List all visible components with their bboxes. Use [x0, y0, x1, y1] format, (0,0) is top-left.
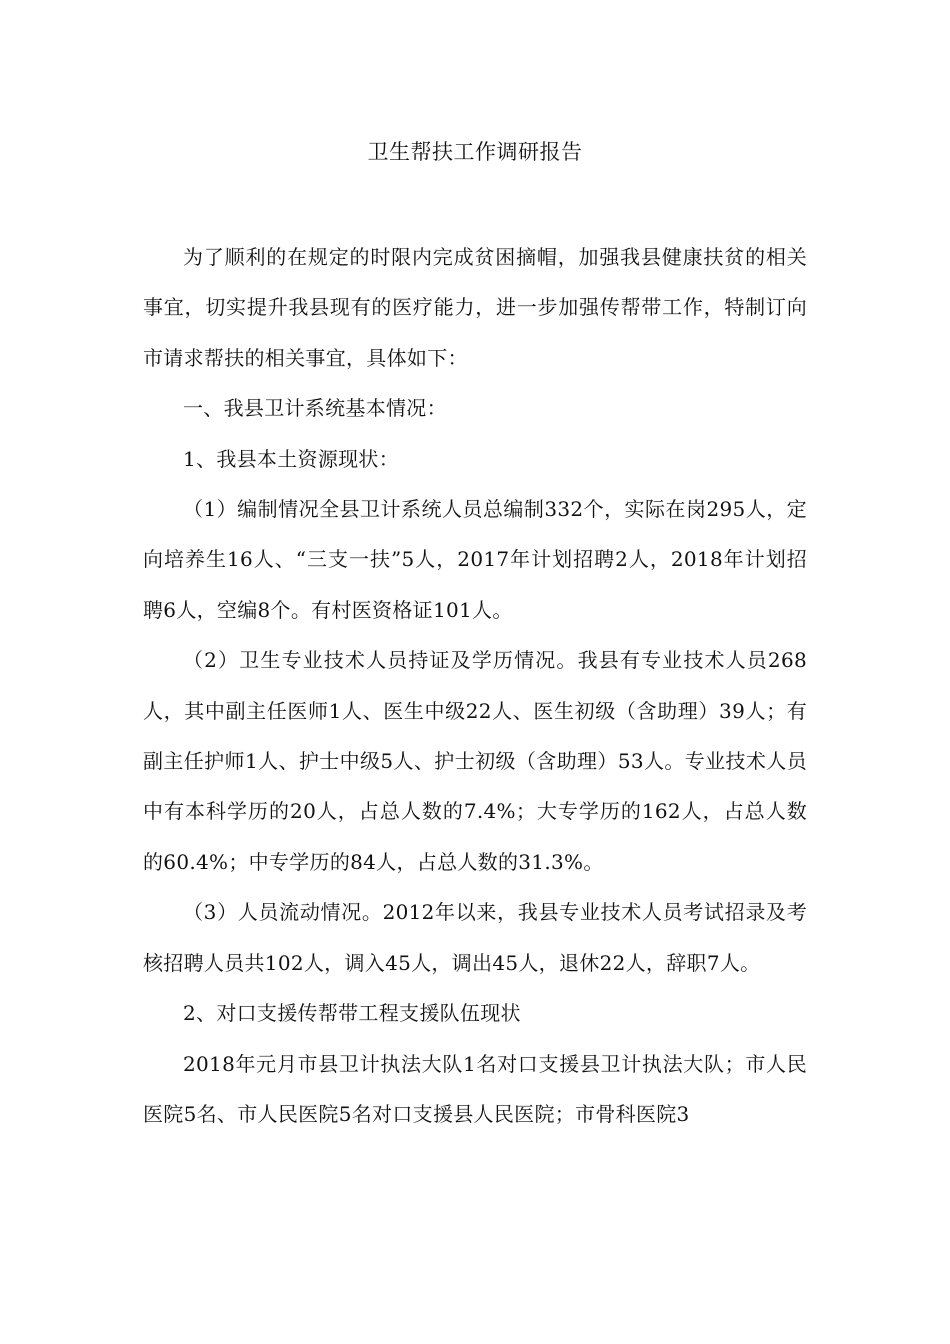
subheading-local-resources: 1、我县本土资源现状：	[183, 446, 400, 471]
subheading-support-team: 2、对口支援传帮带工程支援队伍现状	[183, 1001, 521, 1026]
paragraph-intro: 为了顺利的在规定的时限内完成贫困摘帽，加强我县健康扶贫的相关事宜，切实提升我县现有的医疗能力，进一步加强传帮带工作，特制订向市请求帮扶的相关事宜，具体如下：	[143, 245, 807, 370]
paragraph-qualifications: （2）卫生专业技术人员持证及学历情况。我县有专业技术人员268人，其中副主任医师1人、医生中级22人、医生初级（含助理）39人；有副主任护师1人、护士中级5人、护士初级（含助理）53人。专业技术人员中有本科学历的20人，占总人数的7.4%；大专学历的162人，占总人数的60.4%；中专学历的84人，占总人数的31.3%。	[143, 648, 807, 874]
paragraph-support-details: 2018年元月市县卫计执法大队1名对口支援县卫计执法大队；市人民医院5名、市人民医院5名对口支援县人民医院；市骨科医院3	[143, 1051, 807, 1126]
paragraph-staff-mobility: （3）人员流动情况。2012年以来，我县专业技术人员考试招录及考核招聘人员共102人，调入45人，调出45人，退休22人，辞职7人。	[143, 900, 807, 975]
document-title: 卫生帮扶工作调研报告	[367, 140, 583, 164]
paragraph-staffing: （1）编制情况全县卫计系统人员总编制332个，实际在岗295人，定向培养生16人、“三支一扶”5人，2017年计划招聘2人，2018年计划招聘6人，空编8个。有村医资格证101人。	[143, 497, 807, 622]
heading-basic-situation: 一、我县卫计系统基本情况：	[183, 396, 447, 421]
document-body	[143, 232, 807, 1139]
